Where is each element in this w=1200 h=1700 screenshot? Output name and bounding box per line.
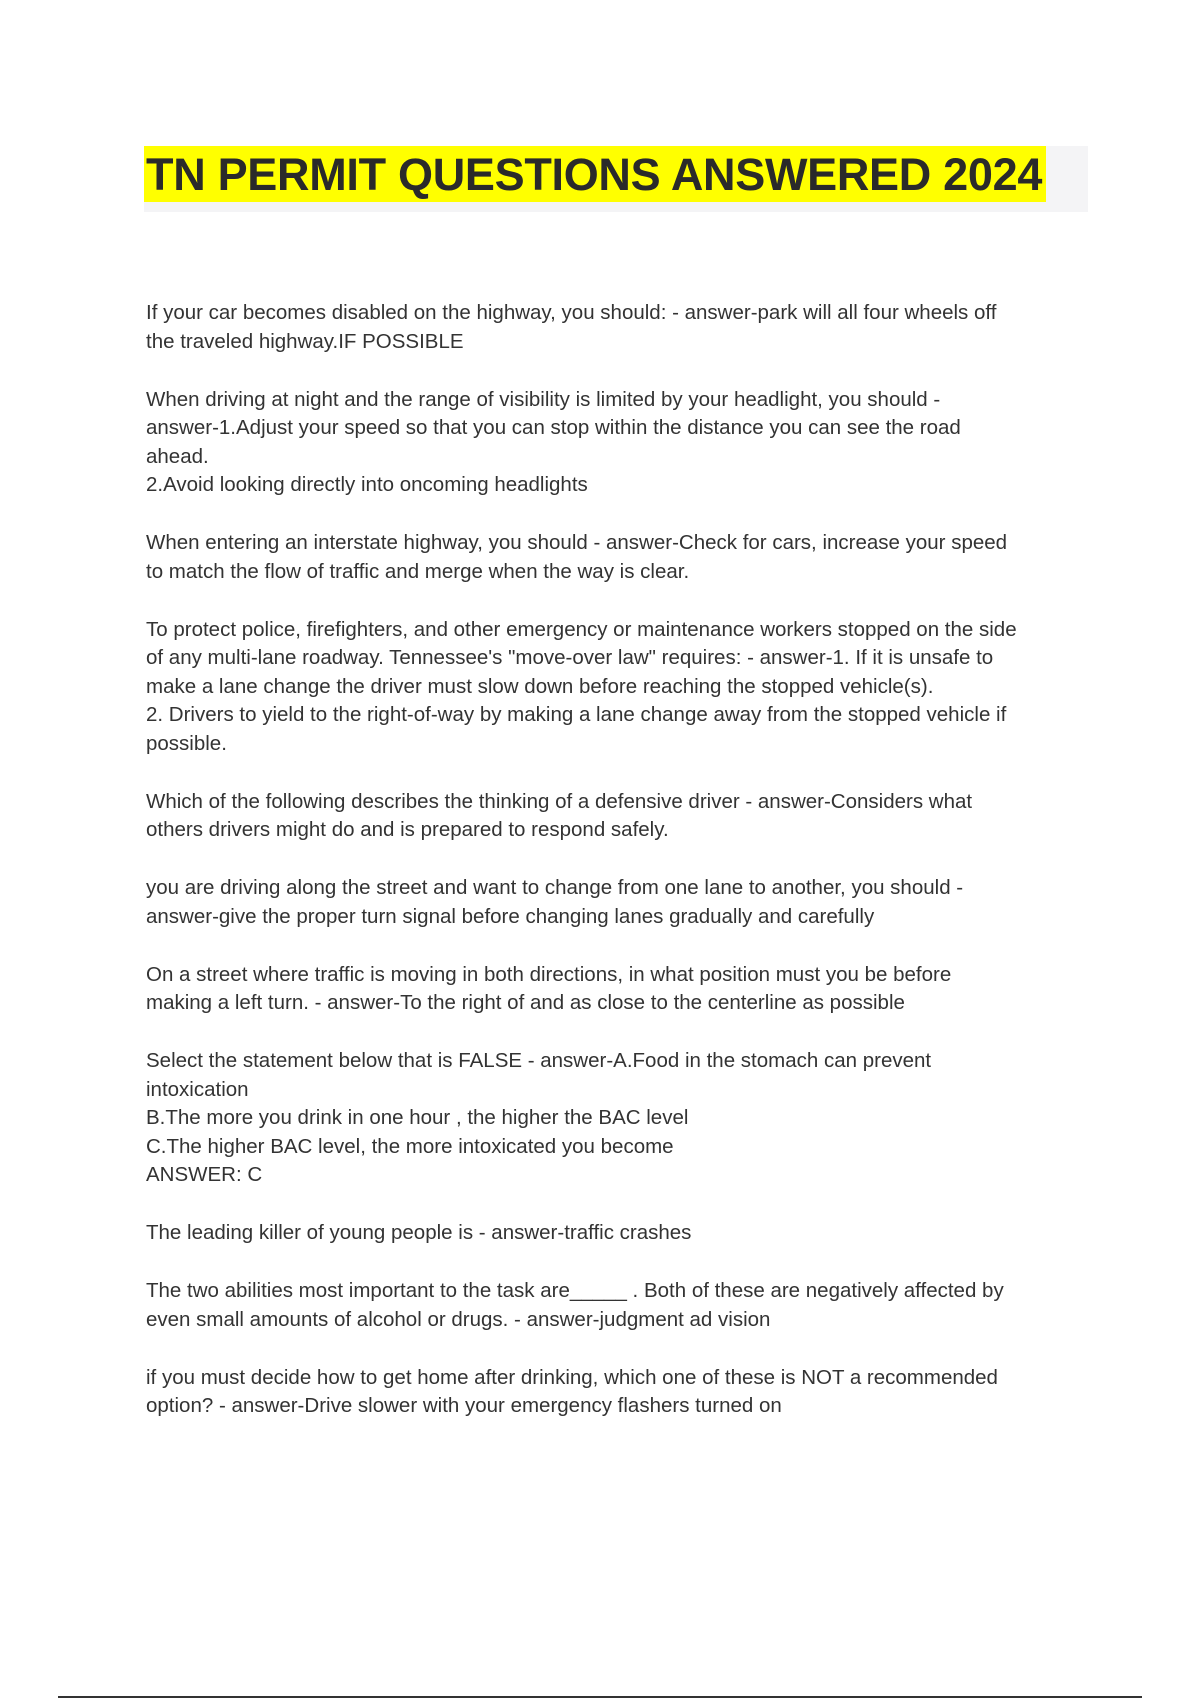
qa-item-2: When driving at night and the range of visibility is limited by your headlight, you should - answer-1.Adjust your speed so that you can stop within the distance you can see the road ahead. 2.Avoid looking directly into oncoming headlights (146, 387, 961, 496)
qa-item-3: When entering an interstate highway, you should - answer-Check for cars, increase your speed to match the flow of traffic and merge when the way is clear. (146, 531, 1008, 583)
qa-item-6: you are driving along the street and want to change from one lane to another, you should - answer-give the proper turn signal before changing lanes gradually and carefully (146, 876, 964, 928)
page-title: TN PERMIT QUESTIONS ANSWERED 2024 (144, 146, 1046, 202)
qa-item-10: The two abilities most important to the task are_____ . Both of these are negatively affected by even small amounts of alcohol or drugs. - answer-judgment ad vision (146, 1279, 1004, 1331)
qa-list (146, 299, 1106, 1450)
qa-item-7: On a street where traffic is moving in both directions, in what position must you be before making a left turn. - answer-To the right of and as close to the centerline as possible (146, 962, 952, 1014)
qa-item-8: Select the statement below that is FALSE - answer-A.Food in the stomach can prevent intoxication B.The more you drink in one hour , the higher the BAC level C.The higher BAC level, the more intoxicated you become ANSWER: C (146, 1049, 932, 1186)
qa-item-11: if you must decide how to get home after drinking, which one of these is NOT a recommended option? - answer-Drive slower with your emergency flashers turned on (146, 1365, 998, 1417)
qa-item-5: Which of the following describes the thinking of a defensive driver - answer-Considers what others drivers might do and is prepared to respond safely. (146, 789, 973, 841)
qa-item-1: If your car becomes disabled on the highway, you should: - answer-park will all four wheels off the traveled highway.IF POSSIBLE (146, 301, 997, 353)
qa-item-4: To protect police, firefighters, and other emergency or maintenance workers stopped on the side of any multi-lane roadway. Tennessee's "move-over law" requires: - answer-1. If it is unsafe to make a lane change the driver must slow down before reaching the stopped vehicle(s). 2. Drivers to yield to the right-of-way by making a lane change away from the stopped vehicle if possible. (146, 617, 1017, 755)
page-bottom-rule (58, 1696, 1142, 1698)
qa-item-9: The leading killer of young people is - answer-traffic crashes (146, 1221, 692, 1244)
